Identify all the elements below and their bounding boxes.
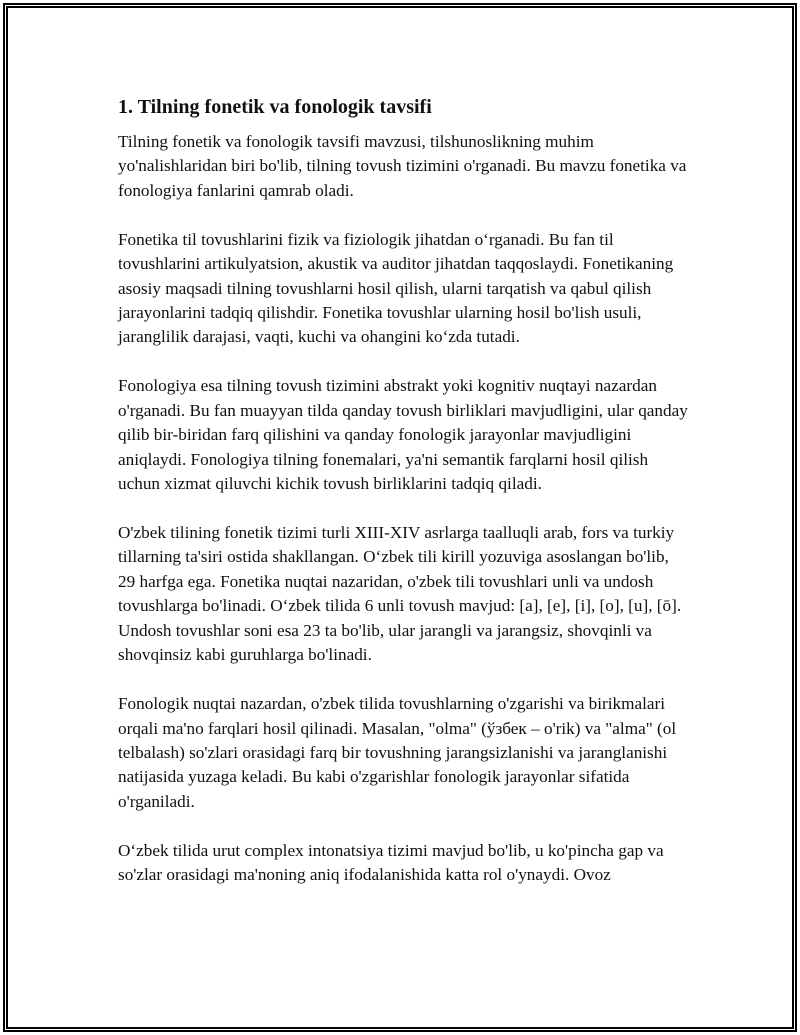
paragraph-phonology: Fonologiya esa tilning tovush tizimini abstrakt yoki kognitiv nuqtayi nazardan o'rganadi. Bu fan muayyan tilda qanday tovush birliklari mavjudligini, ular qanday qilib bir-biridan farq qilishini va qanday fonologik jarayonlar mavjudligini aniqlaydi. Fonologiya tilning fonemalari, ya'ni semantik farqlarni hosil qilish uchun xizmat qiluvchi kichik tovush birliklarini tadqiq qiladi. — [118, 376, 688, 494]
paragraph-phonological-changes: Fonologik nuqtai nazardan, o'zbek tilida tovushlarning o'zgarishi va birikmalari orqali ma'no farqlari hosil qilinadi. Masalan, "olma" (ўзбек – o'rik) va "alma" (ol telbalash) so'zlari orasidagi farq bir tovushning jarangsizlanishi va jaranglanishi natijasida yuzaga keladi. Bu kabi o'zgarishlar fonologik jarayonlar sifatida o'rganiladi. — [118, 694, 677, 811]
paragraph-intro: Tilning fonetik va fonologik tavsifi mavzusi, tilshunoslikning muhim yo'nalishlaridan biri bo'lib, tilning tovush tizimini o'rganadi. Bu mavzu fonetika va fonologiya fanlarini qamrab oladi. — [118, 132, 687, 200]
document-body — [118, 94, 688, 912]
paragraph-phonetics: Fonetika til tovushlarini fizik va fiziologik jihatdan o‘rganadi. Bu fan til tovushlarini artikulyatsion, akustik va auditor jihatdan taqqoslaydi. Fonetikaning asosiy maqsadi tilning tovushlarni hosil qilish, ularni tarqatish va qabul qilish jarayonlarini tadqiq qilishdir. Fonetika tovushlar ularning hosil bo'lish usuli, jaranglilik darajasi, vaqti, kuchi va ohangini ko‘zda tutadi. — [118, 229, 674, 347]
section-heading: 1. Tilning fonetik va fonologik tavsifi — [118, 96, 432, 118]
paragraph-uzbek-phonetic-system: O'zbek tilining fonetik tizimi turli XIII-XIV asrlarga taalluqli arab, fors va turkiy tillarning ta'siri ostida shakllangan. O‘zbek tili kirill yozuviga asoslangan bo'lib, 29 harfga ega. Fonetika nuqtai nazaridan, o'zbek tili tovushlari unli va undosh tovushlarga bo'linadi. O‘zbek tilida 6 unli tovush mavjud: [a], [e], [i], [o], [u], [ō]. Undosh tovushlar soni esa 23 ta bo'lib, ular jarangli va jarangsiz, shovqinli va shovqinsiz kabi guruhlarga bo'linadi. — [118, 523, 682, 665]
paragraph-intonation: O‘zbek tilida urut complex intonatsiya tizimi mavjud bo'lib, u ko'pincha gap va so'zlar orasidagi ma'noning aniq ifodalanishida katta rol o'ynaydi. Ovoz — [118, 840, 664, 885]
